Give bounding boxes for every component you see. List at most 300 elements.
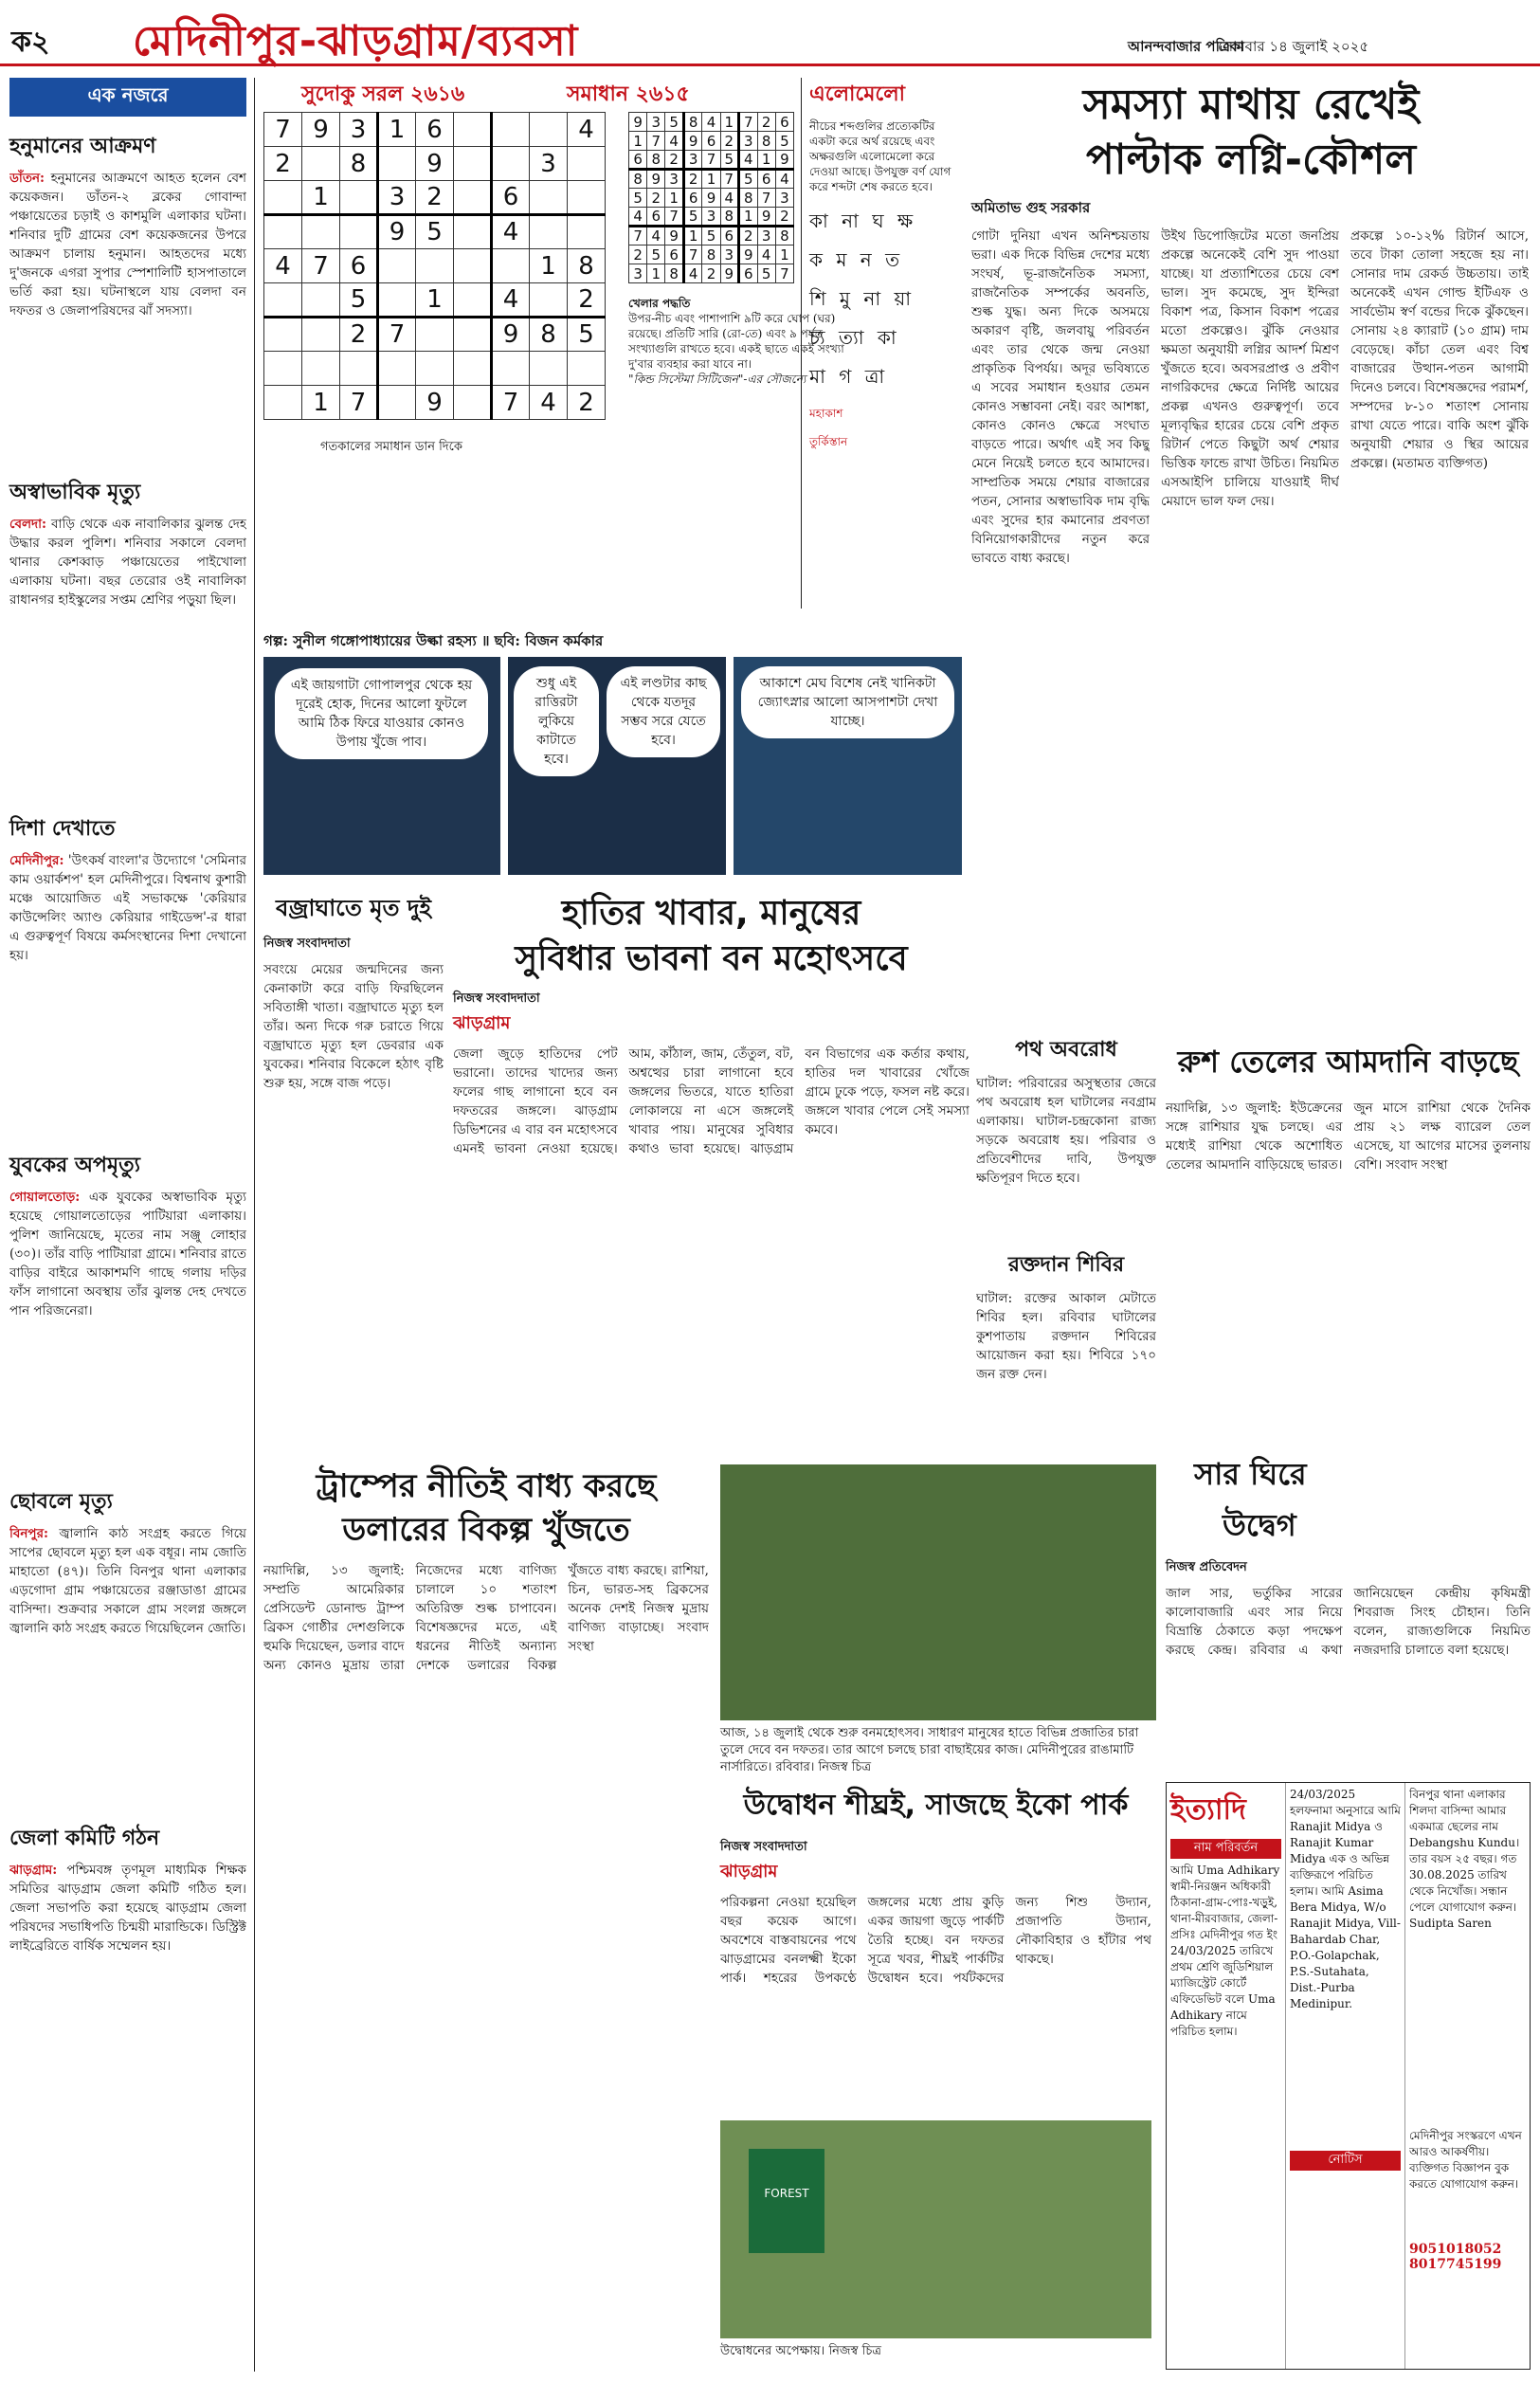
eco-park-photo (720, 2120, 1151, 2338)
jumble-section (801, 78, 962, 609)
road-headline: পথ অবরোধ (1015, 1038, 1117, 1062)
grid-cell (454, 318, 492, 352)
brief-headline: যুবকের অপমৃত্যু (9, 1154, 140, 1177)
speech-bubble-4: আকাশে মেঘ বিশেষ নেই খানিকটা জ্যোৎস্নার আলো আসপাশটা দেখা যাচ্ছে। (741, 666, 954, 738)
death-story (263, 891, 444, 1450)
grid-cell: 2 (568, 386, 606, 420)
classified-text-1: আমি Uma Adhikary স্বামী-নিরঞ্জন অধিকারী ঠিকানা-গ্রাম-পোঃ-খড়ুই, থানা-মীরবাজার, জেলা-প্রসিঃ মেদিনীপুর গত ইং 24/03/2025 তারিখে প্রথম শ্রেণি জুডিশিয়াল ম্যাজিস্ট্রেট কোর্টে এফিডেভিট বলে Uma Adhikary নামে পরিচিত হলাম। (1170, 1864, 1280, 2038)
grid-cell: 6 (340, 249, 378, 283)
grid-cell: 9 (739, 245, 758, 264)
blood-body: ঘাটাল: রক্তের আকাল মেটাতে শিবির হল। রবিবার ঘাটালের কুশপাতায় রক্তদান শিবিরের আয়োজন করা হয়। শিবিরে ১৭০ জন রক্ত দেন। (976, 1291, 1156, 1382)
fertilizer-story (1166, 1450, 1531, 1773)
grid-cell: 2 (720, 132, 739, 151)
sudoku-grid (263, 112, 606, 420)
trump-headline-2: ডলারের বিকল্প খুঁজতে (342, 1511, 630, 1549)
brief-headline: হনুমানের আক্রমণ (9, 135, 156, 158)
brief-body (9, 169, 246, 463)
grid-cell: 3 (757, 227, 775, 245)
grid-cell (530, 181, 568, 215)
blood-headline: রক্তদান শিবির (1007, 1253, 1125, 1277)
grid-cell (378, 283, 416, 318)
brief-lead: গোয়ালতোড়: (9, 1190, 81, 1205)
death-headline: বজ্রাঘাতে মৃত দুই (276, 895, 431, 921)
grid-cell (416, 249, 454, 283)
phone-1: 9051018052 (1409, 2242, 1502, 2257)
masthead (0, 0, 1540, 66)
issue-date: সোমবার ১৪ জুলাই ২০২৫ (1218, 38, 1369, 55)
grid-cell: 9 (757, 208, 775, 227)
eco-park-story (720, 1782, 1151, 2370)
grid-cell: 7 (665, 208, 684, 227)
side-briefs (976, 1033, 1156, 1450)
grid-cell: 1 (775, 245, 793, 264)
brief-headline: জেলা কমিটি গঠন (9, 1827, 160, 1850)
brief-body (9, 1861, 246, 2145)
brief-text: পশ্চিমবঙ্গ তৃণমূল মাধ্যমিক শিক্ষক সমিতির ঝাড়গ্রাম জেলা কমিটি গঠিত হল। জেলা সভাপতি করা হয়েছে ঝাড়গ্রাম জেলা পরিষদের সভাধিপতি চিন্ময়ী মারান্ডিকে। ডিস্ট্রিক্ট লাইব্রেরিতে বার্ষিক সম্মেলন হয়। (9, 1863, 246, 1954)
grid-cell: 4 (647, 227, 665, 245)
grid-cell: 4 (739, 151, 758, 170)
phone-2: 8017745199 (1409, 2257, 1502, 2272)
grid-cell: 9 (416, 147, 454, 181)
speech-bubble-2: শুধু এই রাত্তিরটা লুকিয়ে কাটাতে হবে। (514, 666, 599, 776)
grid-row (264, 147, 606, 181)
trump-body: নয়াদিল্লি, ১৩ জুলাই: সম্প্রতি আমেরিকার প্রেসিডেন্ট ডোনাল্ড ট্রাম্প ব্রিকস গোষ্ঠীর দেশগুলিকে হুমকি দিয়েছেন, ডলার বাদে অন্য কোনও মুদ্রায় তারা নিজেদের মধ্যে বাণিজ্য চালালে ১০ শতাংশ অতিরিক্ত শুল্ক চাপাবেন। বিশেষজ্ঞদের মতে, এই ধরনের নীতিই অন্যান্য দেশকে ডলারের বিকল্প খুঁজতে বাধ্য করছে। রাশিয়া, চিন, ভারত-সহ ব্রিকসের অনেক দেশই নিজস্ব মুদ্রায় বাণিজ্য বাড়াচ্ছে। সংবাদ সংস্থা (263, 1563, 709, 1673)
jumble-title: এলোমেলো (809, 82, 906, 106)
jumble-word: শি মু না য়া (809, 287, 915, 310)
grid-cell: 3 (683, 151, 702, 170)
eco-photo-caption: উদ্বোধনের অপেক্ষায়। নিজস্ব চিত্র (720, 2344, 881, 2358)
grid-cell: 9 (629, 113, 647, 132)
grid-cell: 4 (775, 170, 793, 189)
grid-row (629, 227, 794, 245)
grid-cell (454, 386, 492, 420)
grid-cell: 5 (739, 170, 758, 189)
notice-head: নোটিস (1290, 2151, 1401, 2171)
grid-cell (378, 249, 416, 283)
grid-cell: 2 (264, 147, 302, 181)
grid-row (264, 113, 606, 147)
grid-cell: 5 (568, 318, 606, 352)
classified-col-2 (1286, 1783, 1405, 2369)
grid-cell: 5 (416, 215, 454, 249)
comic-caption: গল্প: সুনীল গঙ্গোপাধ্যায়ের উল্কা রহস্য ॥ ছবি: বিজন কর্মকার (263, 632, 604, 649)
grid-cell (454, 215, 492, 249)
grid-cell: 4 (530, 386, 568, 420)
classified-promo: মেদিনীপুর সংস্করণে এখন আরও আকর্ষণীয়। ব্যক্তিগত বিজ্ঞাপন বুক করতে যোগাযোগ করুন। (1409, 2129, 1522, 2191)
grid-cell: 1 (665, 189, 684, 208)
elephant-dateline: নিজস্ব সংবাদদাতা (453, 991, 540, 1006)
grid-cell (302, 147, 340, 181)
elephant-body: জেলা জুড়ে হাতিদের পেট ভরানো। তাদের খাদ্যের জন্য ফলের গাছ লাগানো হবে বন দফতরের জঙ্গলে। ঝাড়গ্রাম ডিভিশনের এ বার বন মহোৎসবে এমনই ভাবনা নেওয়া হয়েছে। আম, কাঁঠাল, জাম, তেঁতুল, বট, অশ্বত্থের চারা লাগানো হবে জঙ্গলের ভিতরে, যাতে হাতিরা লোকালয়ে না এসে জঙ্গলেই খাবার পায়। মানুষের সুবিধার কথাও ভাবা হয়েছে। ঝাড়গ্রাম বন বিভাগের এক কর্তার কথায়, হাতির দল খাবারের খোঁজে গ্রামে ঢুকে পড়ে, ফসল নষ্ট করে। জঙ্গলে খাবার পেলে সেই সমস্যা কমবে। (453, 1046, 969, 1156)
grid-row (264, 249, 606, 283)
grid-row (264, 283, 606, 318)
main-headline-2: পাল্টাক লগ্নি-কৌশল (1085, 136, 1417, 184)
grid-cell: 6 (702, 132, 720, 151)
jumble-answer-1: মহাকাশ (809, 407, 843, 420)
grid-cell: 4 (492, 215, 530, 249)
classified-text-2: 24/03/2025 হলফনামা অনুসারে আমি Ranajit Midya ও Ranajit Kumar Midya এক ও অভিন্ন ব্যক্তিরূপে পরিচিত হলাম। আমি Asima Bera Midya, W/o Ranajit Midya, Vill-Bahardab Char, P.O.-Golapchak, P.S.-Sutahata, Dist.-Purba Medinipur. (1290, 1788, 1401, 2010)
oil-body: নয়াদিল্লি, ১৩ জুলাই: ইউক্রেনের সঙ্গে রাশিয়ার যুদ্ধ চলছে। এর মধ্যেই রাশিয়া থেকে অশোধিত তেলের আমদানি বাড়িয়েছে ভারত। জুন মাসে রাশিয়া থেকে দৈনিক প্রায় ২১ লক্ষ ব্যারেল তেল এসেছে, যা আগের মাসের তুলনায় বেশি। সংবাদ সংস্থা (1166, 1100, 1531, 1173)
sudoku-sponsor: "কিন্ড সিস্টেমা সিটিজেন"-এর সৌজন্যে (628, 373, 806, 386)
jumble-desc: নীচের শব্দগুলির প্রত্যেকটির একটা করে অর্থ রয়েছে এবং অক্ষরগুলি এলোমেলো করে দেওয়া আছে। উপযুক্ত বর্ণ যোগ করে শব্দটা শেষ করতে হবে। (809, 119, 951, 193)
grid-cell: 2 (647, 189, 665, 208)
forest-sign: FOREST (749, 2149, 824, 2253)
grid-cell: 6 (739, 264, 758, 283)
eco-place: ঝাড়গ্রাম (720, 1862, 778, 1882)
grid-row (629, 208, 794, 227)
elephant-story (453, 891, 969, 1450)
grid-cell (454, 283, 492, 318)
main-col-2: উইথ ডিপোজ়িটের মতো জনপ্রিয় প্রকল্পে অনেকেই বেশি সুদ পাওয়া যাচ্ছে। যা প্রত্যাশিতের চেয়ে বেশ ভাল। সুদ কমেছে, সুদ ইন্দিরা বিকাশ পত্র, কিসান বিকাশ পত্রের মতো প্রকল্পেও। ঝুঁকি নেওয়ার ক্ষমতা অনুযায়ী লগ্নির আদর্শ মিশ্রণ খুঁজতে হবে। অবসরপ্রাপ্ত ও প্রবীণ নাগরিকদের ক্ষেত্রে নির্দিষ্ট আয়ের প্রকল্প এখনও গুরুত্বপূর্ণ। তবে মূল্যবৃদ্ধির হারের চেয়ে বেশি প্রকৃত রিটার্ন পেতে কিছুটা অর্থ শেয়ার ভিত্তিক ফান্ডে রাখা উচিত। নিয়মিত এসআইপি চালিয়ে যাওয়াই দীর্ঘ মেয়াদে ভাল ফল দেয়। (1161, 228, 1339, 509)
grid-cell: 2 (757, 113, 775, 132)
grid-row (629, 113, 794, 132)
nursery-photo-caption: আজ, ১৪ জুলাই থেকে শুরু বনমহোৎসব। সাধারণ মানুষের হাতে বিভিন্ন প্রজাতির চারা তুলে দেবে বন দফতর। তার আগে চলছে চারা বাছাইয়ের কাজ। মেদিনীপুরের রাঙামাটি নার্সারিতে। রবিবার। নিজস্ব চিত্র (720, 1726, 1139, 1774)
jumble-word: কা না ঘ ক্ষ (809, 209, 917, 232)
grid-cell: 1 (378, 113, 416, 147)
trump-story (263, 1464, 709, 2365)
grid-cell (264, 181, 302, 215)
oil-headline: রুশ তেলের আমদানি বাড়ছে (1177, 1044, 1519, 1080)
grid-cell: 6 (757, 170, 775, 189)
grid-cell: 2 (568, 283, 606, 318)
grid-cell: 9 (647, 170, 665, 189)
grid-cell (340, 181, 378, 215)
solution-grid (628, 112, 794, 283)
grid-cell: 8 (665, 264, 684, 283)
rules-title: খেলার পদ্ধতি (628, 297, 691, 310)
grid-cell (416, 352, 454, 386)
classified-brand: ইত্যাদি (1170, 1793, 1246, 1827)
grid-cell (454, 113, 492, 147)
grid-cell: 3 (647, 113, 665, 132)
grid-cell: 1 (720, 113, 739, 132)
grid-cell (568, 352, 606, 386)
grid-cell (264, 386, 302, 420)
grid-cell: 1 (629, 132, 647, 151)
grid-cell: 8 (568, 249, 606, 283)
grid-row (629, 264, 794, 283)
grid-row (264, 181, 606, 215)
grid-cell: 7 (629, 227, 647, 245)
classified-text-3: বিনপুর থানা এলাকার শিলদা বাসিন্দা আমার একমাত্র ছেলের নাম Debangshu Kundu। তার বয়স ২৫ বছর। গত 30.08.2025 তারিখ থেকে নিখোঁজ। সন্ধান পেলে যোগাযোগ করুন। Sudipta Saren (1409, 1788, 1520, 1930)
grid-cell: 3 (702, 208, 720, 227)
grid-cell (568, 215, 606, 249)
grid-cell: 4 (702, 113, 720, 132)
elephant-place: ঝাড়গ্রাম (453, 1013, 511, 1033)
grid-cell: 1 (757, 151, 775, 170)
grid-cell: 8 (720, 208, 739, 227)
sidebar-title: এক নজরে (9, 78, 246, 117)
brief-lead: বেলদা: (9, 517, 47, 532)
grid-cell: 2 (739, 227, 758, 245)
grid-cell: 2 (702, 264, 720, 283)
grid-cell: 8 (530, 318, 568, 352)
grid-cell: 9 (492, 318, 530, 352)
brief-body (9, 851, 246, 1136)
eco-headline: উদ্বোধন শীঘ্রই, সাজছে ইকো পার্ক (743, 1789, 1129, 1822)
grid-cell: 8 (340, 147, 378, 181)
grid-cell: 8 (775, 227, 793, 245)
grid-cell: 5 (629, 189, 647, 208)
eco-dateline: নিজস্ব সংবাদদাতা (720, 1840, 807, 1854)
grid-cell: 5 (775, 132, 793, 151)
grid-cell (530, 113, 568, 147)
jumble-word: মা গ ত্রা (809, 365, 889, 388)
elephant-headline-2: সুবিধার ভাবনা বন মহোৎসবে (515, 939, 908, 978)
brief-body (9, 1524, 246, 1809)
brief-headline: ছোবলে মৃত্যু (9, 1490, 113, 1514)
grid-cell: 3 (378, 181, 416, 215)
grid-cell: 5 (647, 245, 665, 264)
grid-cell: 4 (629, 208, 647, 227)
classified-col-3 (1405, 1783, 1530, 2369)
main-story (971, 78, 1531, 1026)
sidebar-brief (9, 130, 246, 463)
grid-row (629, 132, 794, 151)
sidebar-brief (9, 1149, 246, 1472)
grid-cell (264, 352, 302, 386)
grid-cell: 8 (647, 151, 665, 170)
nursery-photo (720, 1464, 1156, 1720)
jumble-word: চ্য ত্যা কা (809, 326, 900, 349)
grid-cell: 4 (683, 264, 702, 283)
grid-cell (530, 215, 568, 249)
grid-cell (454, 181, 492, 215)
grid-cell: 1 (683, 227, 702, 245)
grid-cell: 1 (530, 249, 568, 283)
grid-cell: 7 (340, 386, 378, 420)
sidebar-brief (9, 812, 246, 1136)
brief-text: বাড়ি থেকে এক নাবালিকার ঝুলন্ত দেহ উদ্ধার করল পুলিশ। শনিবার সকালে বেলদা থানার কেশব্বাড় পঞ্চায়েতের পাইখোলা এলাকায় ঘটনা। বছর তেরোর ওই নাবালিকা রাধানগর হাইস্কুলের সপ্তম শ্রেণির পড়ুয়া ছিল। (9, 517, 246, 608)
grid-cell: 8 (683, 113, 702, 132)
grid-cell (378, 147, 416, 181)
grid-cell (492, 113, 530, 147)
grid-cell: 8 (739, 189, 758, 208)
speech-bubble-3: এই লণ্ডটার কাছ থেকে যতদূর সম্ভব সরে যেতে হবে। (607, 666, 720, 757)
classified-col-1 (1167, 1783, 1286, 2369)
grid-cell: 5 (683, 208, 702, 227)
grid-cell: 1 (302, 181, 340, 215)
jumble-word: ক ম ন ত (809, 248, 904, 271)
grid-cell: 7 (775, 264, 793, 283)
grid-cell: 4 (492, 283, 530, 318)
death-dateline: নিজস্ব সংবাদদাতা (263, 936, 351, 951)
grid-cell (378, 352, 416, 386)
grid-cell (530, 352, 568, 386)
grid-cell: 6 (629, 151, 647, 170)
grid-cell: 3 (665, 170, 684, 189)
grid-cell (530, 283, 568, 318)
grid-cell: 4 (720, 189, 739, 208)
grid-cell: 7 (302, 249, 340, 283)
grid-cell (416, 318, 454, 352)
grid-cell: 8 (629, 170, 647, 189)
fert-dateline: নিজস্ব প্রতিবেদন (1166, 1560, 1247, 1574)
grid-cell: 9 (665, 227, 684, 245)
brief-text: এক যুবকের অস্বাভাবিক মৃত্যু হয়েছে গোয়ালতোড়ের পাটিয়ারা এলাকায়। পুলিশ জানিয়েছে, মৃতের নাম সঞ্জু লোহার (৩০)। তাঁর বাড়ি পাটিয়ারা গ্রামে। শনিবার রাতে বাড়ির বাইরে আকাশমণি গাছে গলায় দড়ির ফাঁস লাগানো অবস্থায় তাঁর ঝুলন্ত দেহ দেখতে পান পরিজনেরা। (9, 1190, 246, 1318)
brief-lead: মেদিনীপুর: (9, 853, 64, 868)
grid-cell (264, 283, 302, 318)
column-divider (254, 78, 255, 2372)
grid-cell (340, 215, 378, 249)
grid-cell: 3 (739, 132, 758, 151)
grid-row (629, 151, 794, 170)
oil-story (1166, 1038, 1531, 1436)
comic-panel-3 (734, 657, 962, 875)
main-headline-1: সমস্যা মাথায় রেখেই (1082, 81, 1420, 129)
grid-cell (302, 215, 340, 249)
sidebar-brief (9, 1822, 246, 2145)
comic-panel-1 (263, 657, 500, 875)
grid-cell: 2 (683, 170, 702, 189)
rules-text: উপর-নীচ এবং পাশাপাশি ৯টি করে ঘোপ (ঘর) রয়েছে। প্রতিটি সারি (রো-তে) এবং ৯ পর্যন্ত সংখ্যাগুলি রাখতে হবে। একই ছাতে একই সংখ্যা দু'বার ব্যবহার করা যাবে না। (628, 312, 844, 371)
grid-cell: 9 (416, 386, 454, 420)
brief-body (9, 515, 246, 799)
grid-cell: 5 (720, 151, 739, 170)
grid-cell: 9 (720, 264, 739, 283)
grid-cell (340, 352, 378, 386)
brief-lead: ডাঁতন: (9, 171, 45, 186)
grid-cell: 1 (647, 264, 665, 283)
section-title: মেদিনীপুর-ঝাড়গ্রাম/ব্যবসা (133, 17, 579, 65)
main-col-3: প্রকল্পে ১০-১২% রিটার্ন আসে, তবে টাকা তোলা সহজে হয় না। সোনার দাম রেকর্ড উচ্চতায়। তাই অনেকেই এখন গোল্ড ইটিএফ ও সার্বভৌম স্বর্ণ বন্ডের দিকে ঝুঁকছেন। সোনায় ২৪ ক্যারাট (১০ গ্রাম) দাম বেড়েছে। কাঁচা তেল এবং বিশ্ব বাজারের উত্থান-পতন আগামী দিনেও চলবে। বিশেষজ্ঞদের পরামর্শ, সম্পদের ৮-১০ শতাংশ সোনায় রাখা যেতে পারে। বাকি অংশ ঝুঁকি অনুযায়ী শেয়ার ও স্থির আয়ের প্রকল্পে। (মতামত ব্যক্তিগত) (1350, 228, 1529, 471)
grid-cell: 2 (416, 181, 454, 215)
grid-cell: 9 (378, 215, 416, 249)
grid-cell (454, 249, 492, 283)
grid-cell: 7 (683, 245, 702, 264)
jumble-answer-2: তুর্কিস্তান (809, 435, 848, 448)
trump-headline-1: ট্রাম্পের নীতিই বাধ্য করছে (316, 1467, 657, 1505)
sudoku-note: গতকালের সমাধান ডান দিকে (320, 440, 462, 454)
grid-cell (302, 318, 340, 352)
grid-cell: 5 (702, 227, 720, 245)
grid-cell (302, 283, 340, 318)
grid-cell: 5 (340, 283, 378, 318)
grid-cell (492, 352, 530, 386)
grid-cell: 6 (492, 181, 530, 215)
grid-cell: 8 (757, 132, 775, 151)
grid-cell (568, 147, 606, 181)
sidebar (9, 78, 246, 2372)
brief-lead: বিনপুর: (9, 1526, 49, 1541)
grid-cell: 1 (702, 170, 720, 189)
brief-text: 'উৎকর্ষ বাংলা'র উদ্যোগে 'সেমিনার কাম ওয়ার্কশপ' হল মেদিনীপুরে। বিশ্বনাথ কুশারী মঞ্চে আয়োজিত এই সভাকক্ষে 'কেরিয়ার কাউন্সেলিং অ্যাণ্ড কেরিয়ার গাইডেন্স'-র ধারা এ গুরুত্বপূর্ণ বিষয়ে কর্মসংস্থানের দিশা দেখানো হয়। (9, 853, 246, 963)
grid-cell: 1 (739, 208, 758, 227)
eco-body: পরিকল্পনা নেওয়া হয়েছিল বছর কয়েক আগে। অবশেষে বাস্তবায়নের পথে ঝাড়গ্রামের বনলক্ষ্মী ইকো পার্ক। শহরের উপকণ্ঠে জঙ্গলের মধ্যে প্রায় কুড়ি একর জায়গা জুড়ে পার্কটি তৈরি হচ্ছে। বন দফতর সূত্রে খবর, শীঘ্রই পার্কটির উদ্বোধন হবে। পর্যটকদের জন্য শিশু উদ্যান, প্রজাপতি উদ্যান, নৌকাবিহার ও হাঁটার পথ থাকছে। (720, 1895, 1151, 1986)
solution-title: সমাধান ২৬১৫ (567, 82, 690, 106)
classifieds (1166, 1782, 1531, 2370)
brief-text: হনুমানের আক্রমণে আহত হলেন বেশ কয়েকজন। ডাঁতন-২ ব্লকের গোবান্দা পঞ্চায়েতের চড়াই ও কাশমুলি এলাকার ঘটনা। শনিবার দুটি গ্রামের বেশ কয়েকজনের উপরে আক্রমণ চালায় হনুমান। আহতদের মধ্যে দু'জনকে এগরা সুপার স্পেশালিটি হাসপাতালে ভর্তি করা হয়। ঘটনাস্থলে যায় বেলদা বন দফতর ও জেলাপরিষদের ঝাঁ সদস্যা। (9, 171, 246, 318)
paper-name: আনন্দবাজার পত্রিকা (1128, 38, 1244, 55)
grid-cell (492, 249, 530, 283)
brief-body (9, 1188, 246, 1472)
grid-cell: 7 (720, 170, 739, 189)
sidebar-brief (9, 476, 246, 799)
grid-cell: 3 (775, 189, 793, 208)
grid-cell (264, 318, 302, 352)
road-body: ঘাটাল: পরিবারের অসুস্থতার জেরে পথ অবরোধ হল ঘাটালের নবগ্রাম এলাকায়। ঘাটাল-চন্দ্রকোনা রাজ্য সড়কে অবরোধ হয়। পরিবার ও প্রতিবেশীদের দাবি, উপযুক্ত ক্ষতিপূরণ দিতে হবে। (976, 1076, 1156, 1186)
grid-cell: 6 (775, 113, 793, 132)
grid-cell: 3 (530, 147, 568, 181)
grid-cell: 7 (378, 318, 416, 352)
grid-cell: 4 (665, 132, 684, 151)
grid-row (264, 215, 606, 249)
brief-headline: অস্বাভাবিক মৃত্যু (9, 481, 141, 504)
sudoku-title: সুদোকু সরল ২৬১৬ (301, 82, 465, 106)
grid-cell (492, 147, 530, 181)
grid-cell: 6 (683, 189, 702, 208)
page-number: ক২ (11, 26, 50, 59)
grid-cell: 2 (775, 208, 793, 227)
grid-row (264, 318, 606, 352)
grid-cell: 7 (492, 386, 530, 420)
grid-cell: 2 (629, 245, 647, 264)
grid-cell: 2 (665, 151, 684, 170)
main-byline: অমিতাভ গুহ সরকার (971, 199, 1091, 216)
grid-cell: 9 (683, 132, 702, 151)
grid-cell: 4 (264, 249, 302, 283)
elephant-headline-1: হাতির খাবার, মানুষের (561, 894, 861, 933)
grid-cell: 6 (647, 208, 665, 227)
grid-cell: 4 (757, 245, 775, 264)
fert-body: জাল সার, ভর্তুকির সারের কালোবাজারি এবং সার নিয়ে বিভ্রান্তি ঠেকাতে কড়া পদক্ষেপ করছে কেন্দ্র। রবিবার এ কথা জানিয়েছেন কেন্দ্রীয় কৃষিমন্ত্রী শিবরাজ সিংহ চৌহান। তিনি বলেন, রাজ্যগুলিকে নিয়মিত নজরদারি চালাতে বলা হয়েছে। (1166, 1586, 1531, 1658)
grid-row (264, 352, 606, 386)
grid-cell (302, 352, 340, 386)
grid-cell: 9 (702, 189, 720, 208)
grid-cell: 7 (702, 151, 720, 170)
grid-cell: 8 (702, 245, 720, 264)
grid-cell: 7 (647, 132, 665, 151)
grid-cell: 6 (665, 245, 684, 264)
grid-cell: 7 (739, 113, 758, 132)
name-change-head: নাম পরিবর্তন (1170, 1839, 1281, 1859)
grid-cell: 7 (757, 189, 775, 208)
death-body: সবংয়ে মেয়ের জন্মদিনের জন্য কেনাকাটা করে বাড়ি ফিরছিলেন সবিতাঙ্গী খাতা। বজ্রাঘাতে মৃত্যু হল তাঁর। অন্য দিকে গরু চরাতে গিয়ে বজ্রাঘাতে মৃত্যু হল ডেবরার এক যুবকের। শনিবার বিকেলে হঠাৎ বৃষ্টি শুরু হয়, সঙ্গে বাজ পড়ে। (263, 962, 444, 1091)
grid-row (629, 245, 794, 264)
grid-cell: 6 (720, 227, 739, 245)
brief-lead: ঝাড়গ্রাম: (9, 1863, 58, 1878)
comic-strip (263, 630, 962, 877)
grid-cell: 1 (302, 386, 340, 420)
grid-cell: 7 (264, 113, 302, 147)
grid-cell: 3 (340, 113, 378, 147)
grid-cell (264, 215, 302, 249)
comic-panel-2 (508, 657, 726, 875)
sidebar-brief (9, 1485, 246, 1809)
grid-cell: 6 (416, 113, 454, 147)
main-col-1: গোটা দুনিয়া এখন অনিশ্চয়তায় ভরা। এক দিকে বিভিন্ন দেশের মধ্যে সংঘর্ষ, ভূ-রাজনৈতিক সমস্যা, রাজনৈতিক সম্পর্কের অবনতি, শুল্ক যুদ্ধ। অন্য দিকে অসময়ে অকারণ বৃষ্টি, জলবায়ু পরিবর্তন এবং তার থেকে জন্ম নেওয়া প্রাকৃতিক বিপর্যয়। অদূর ভবিষ্যতে এ সবের সমাধান হওয়ার তেমন কোনও সম্ভাবনা নেই। বরং আশঙ্কা, কোনও কোনও ক্ষেত্রে সংঘাত বাড়তে পারে। অর্থাৎ এই সব কিছু মেনে নিয়েই চলতে হবে আমাদের। সাম্প্রতিক সময়ে শেয়ার বাজারের পতন, সোনার অস্বাভাবিক দাম বৃদ্ধি এবং সুদের হার কমানোর প্রবণতা বিনিয়োগকারীদের নতুন করে ভাবতে বাধ্য করছে। (971, 228, 1150, 566)
brief-headline: দিশা দেখাতে (9, 817, 116, 841)
fert-headline-1: সার ঘিরে (1194, 1456, 1307, 1492)
grid-row (629, 189, 794, 208)
grid-cell: 4 (568, 113, 606, 147)
grid-cell (568, 181, 606, 215)
grid-cell (454, 352, 492, 386)
grid-cell: 9 (775, 151, 793, 170)
grid-cell: 5 (757, 264, 775, 283)
grid-row (629, 170, 794, 189)
fert-headline-2: উদ্বেগ (1223, 1507, 1296, 1543)
grid-cell (454, 147, 492, 181)
brief-text: জ্বালানি কাঠ সংগ্রহ করতে গিয়ে সাপের ছোবলে মৃত্যু হল এক বধূর। নাম জোতি মাহাতো (৪৭)। তিনি বিনপুর থানা এলাকার এড়গোদা গ্রাম পঞ্চায়েতের রঞ্জাডাঙা গ্রামের বাসিন্দা। শুক্রবার সকালে গ্রাম সংলগ্ন জঙ্গলে জ্বালানি কাঠ সংগ্রহ করতে গিয়েছিলেন জোতি। (9, 1526, 246, 1636)
grid-cell: 1 (416, 283, 454, 318)
speech-bubble-1: এই জায়গাটা গোপালপুর থেকে হয় দূরেই হোক, দিনের আলো ফুটলে আমি ঠিক ফিরে যাওয়ার কোনও উপায় খুঁজে পাব। (275, 668, 488, 759)
grid-cell (378, 386, 416, 420)
grid-cell: 3 (629, 264, 647, 283)
grid-cell: 5 (665, 113, 684, 132)
grid-cell: 3 (720, 245, 739, 264)
grid-row (264, 386, 606, 420)
